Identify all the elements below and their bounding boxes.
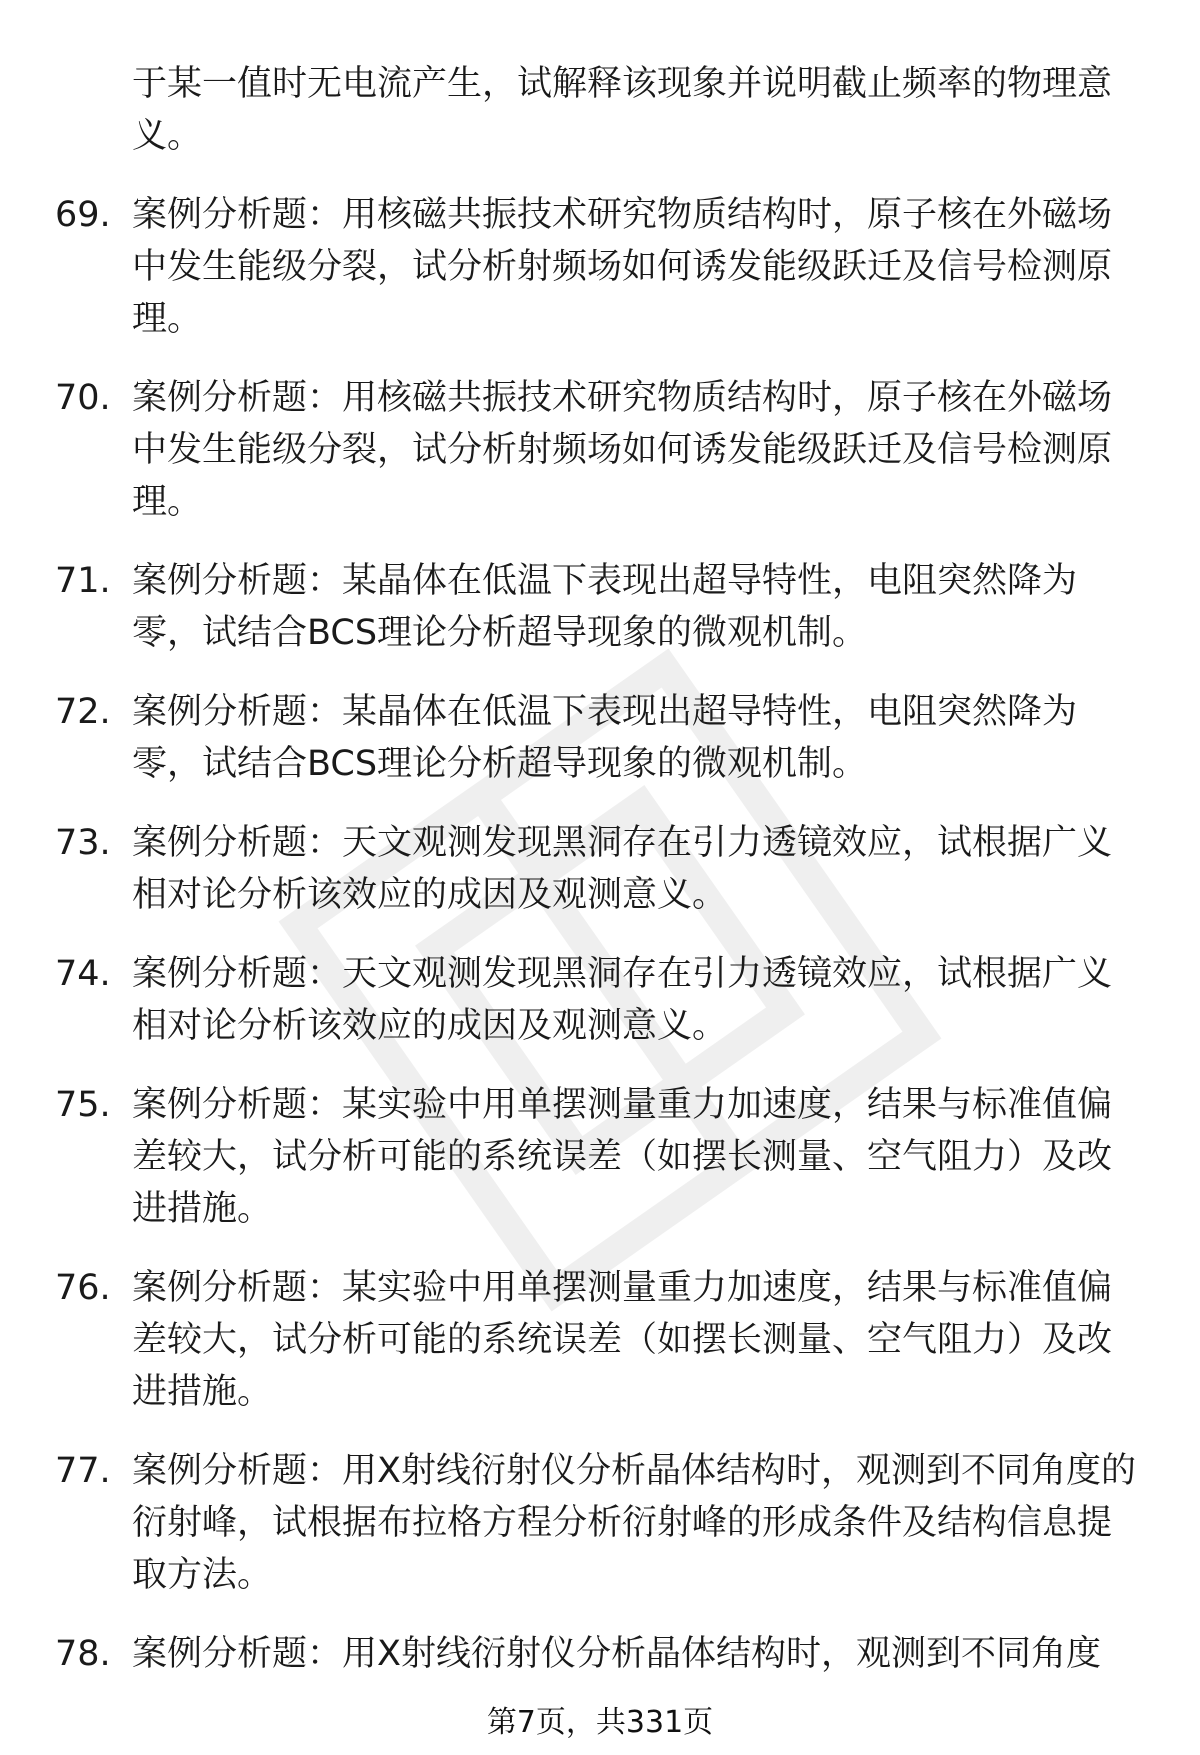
question-text: 案例分析题：某实验中用单摆测量重力加速度，结果与标准值偏差较大，试分析可能的系统误差（如摆长测量、空气阻力）及改进措施。 <box>132 1268 1113 1412</box>
question-item <box>0 1262 1200 1418</box>
question-item <box>0 1079 1200 1235</box>
question-number: 70. <box>55 378 111 418</box>
question-item <box>0 817 1200 921</box>
question-list <box>0 58 1200 1707</box>
question-number: 78. <box>55 1634 111 1674</box>
question-number: 73. <box>55 823 111 863</box>
question-text: 案例分析题：天文观测发现黑洞存在引力透镜效应，试根据广义相对论分析该效应的成因及观测意义。 <box>132 823 1113 915</box>
question-item <box>0 1445 1200 1601</box>
question-item <box>0 555 1200 659</box>
question-text: 案例分析题：某晶体在低温下表现出超导特性，电阻突然降为零，试结合BCS理论分析超导现象的微观机制。 <box>132 692 1078 784</box>
question-text: 案例分析题：用X射线衍射仪分析晶体结构时，观测到不同角度的衍射峰，试根据布拉格方程分析衍射峰的形成条件及结构信息提取方法。 <box>132 1451 1136 1595</box>
question-number: 74. <box>55 954 111 994</box>
question-text: 案例分析题：某晶体在低温下表现出超导特性，电阻突然降为零，试结合BCS理论分析超导现象的微观机制。 <box>132 561 1078 653</box>
question-number: 71. <box>55 561 111 601</box>
question-item <box>0 686 1200 790</box>
question-item <box>0 372 1200 528</box>
question-number: 76. <box>55 1268 111 1308</box>
question-continuation <box>0 58 1200 162</box>
question-number: 69. <box>55 195 111 235</box>
question-text: 案例分析题：天文观测发现黑洞存在引力透镜效应，试根据广义相对论分析该效应的成因及观测意义。 <box>132 954 1113 1046</box>
page-footer: 第7页，共331页 <box>486 1705 714 1740</box>
question-number: 75. <box>55 1085 111 1125</box>
question-text: 案例分析题：某实验中用单摆测量重力加速度，结果与标准值偏差较大，试分析可能的系统误差（如摆长测量、空气阻力）及改进措施。 <box>132 1085 1113 1229</box>
question-number: 77. <box>55 1451 111 1491</box>
question-number: 72. <box>55 692 111 732</box>
question-item <box>0 1628 1200 1680</box>
question-text: 于某一值时无电流产生，试解释该现象并说明截止频率的物理意义。 <box>132 64 1113 156</box>
question-text: 案例分析题：用X射线衍射仪分析晶体结构时，观测到不同角度 <box>132 1634 1101 1674</box>
question-item <box>0 189 1200 345</box>
question-item <box>0 948 1200 1052</box>
question-text: 案例分析题：用核磁共振技术研究物质结构时，原子核在外磁场中发生能级分裂，试分析射频场如何诱发能级跃迁及信号检测原理。 <box>132 378 1113 522</box>
question-text: 案例分析题：用核磁共振技术研究物质结构时，原子核在外磁场中发生能级分裂，试分析射频场如何诱发能级跃迁及信号检测原理。 <box>132 195 1113 339</box>
